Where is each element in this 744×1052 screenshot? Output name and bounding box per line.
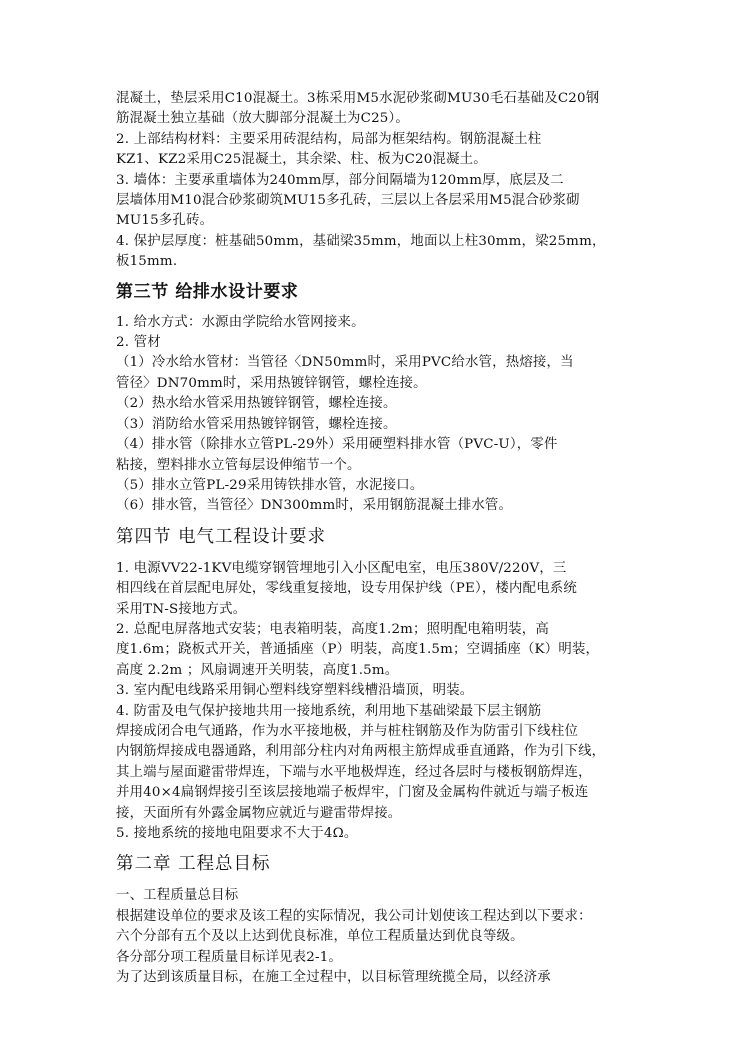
- text-line: 管径〉DN70mm时，采用热镀锌钢管，螺栓连接。: [116, 375, 427, 391]
- water-supply-section: [116, 313, 636, 517]
- text-line: 相四线在首层配电屏处，零线重复接地，设专用保护线（PE），楼内配电系统: [116, 581, 577, 597]
- text-line: 焊接成闭合电气通路，作为水平接地极，并与桩柱钢筋及作为防雷引下线柱位: [116, 723, 579, 739]
- text-line: 混凝土，垫层采用C10混凝土。3栋采用M5水泥砂浆砌MU30毛石基础及C20钢: [116, 91, 600, 106]
- document-page: [116, 89, 636, 988]
- text-line: MU15多孔砖。: [116, 213, 214, 229]
- text-line: （3）消防给水管采用热镀锌钢管，螺栓连接。: [116, 416, 397, 432]
- text-line: 并用40×4扁钢焊接引至该层接地端子板焊牢，门窗及金属构件就近与端子板连: [116, 785, 589, 801]
- text-line: 粘接，塑料排水立管每层设伸缩节一个。: [116, 457, 361, 473]
- text-line: 高度 2.2m ；风扇调速开关明装，高度1.5m。: [116, 662, 399, 678]
- text-line: 采用TN-S接地方式。: [116, 601, 247, 617]
- electrical-section: [116, 559, 636, 845]
- text-line: 为了达到该质量目标，在施工全过程中，以目标管理统揽全局，以经济承: [116, 970, 551, 986]
- text-line: KZ1、KZ2采用C25混凝土，其余梁、柱、板为C20混凝土。: [116, 152, 487, 168]
- text-line: （2）热水给水管采用热镀锌钢管，螺栓连接。: [116, 396, 397, 412]
- text-line: （6）排水管，当管径〉DN300mm时，采用钢筋混凝土排水管。: [116, 498, 513, 514]
- text-line: 内钢筋焊接成电器通路，利用部分柱内对角两根主筋焊成垂直通路，作为引下线，: [116, 744, 606, 760]
- text-line: 1. 给水方式：水源由学院给水管网接来。: [116, 314, 365, 330]
- text-line: 其上端与屋面避雷带焊连，下端与水平地极焊连，经过各层时与楼板钢筋焊连，: [116, 764, 592, 780]
- section-heading-water-supply: 第三节 给排水设计要求: [116, 281, 299, 302]
- text-line: 度1.6m；跷板式开关，普通插座（P）明装，高度1.5m；空调插座（K）明装，: [116, 642, 600, 658]
- text-line: 筋混凝土独立基础（放大脚部分混凝土为C25）。: [116, 111, 409, 127]
- text-line: 4. 防雷及电气保护接地共用一接地系统，利用地下基础梁最下层主钢筋: [116, 703, 542, 719]
- overall-goals-section: [116, 886, 636, 988]
- text-line: 2. 管材: [116, 335, 161, 351]
- chapter-heading-overall-goals: 第二章 工程总目标: [116, 854, 271, 875]
- text-line: 3. 室内配电线路采用铜心塑料线穿塑料线槽沿墙顶，明装。: [116, 683, 474, 699]
- text-line: 5. 接地系统的接地电阻要求不大于4Ω。: [116, 826, 358, 841]
- text-line: 六个分部有五个及以上达到优良标准，单位工程质量达到优良等级。: [116, 929, 524, 945]
- text-line: 层墙体用M10混合砂浆砌筑MU15多孔砖，三层以上各层采用M5混合砂浆砌: [116, 193, 580, 209]
- text-line: 板15mm.: [116, 254, 178, 270]
- text-line: （5）排水立管PL-29采用铸铁排水管，水泥接口。: [116, 477, 424, 493]
- structure-materials-block: [116, 89, 636, 273]
- section-heading-electrical: 第四节 电气工程设计要求: [116, 526, 327, 547]
- text-line: 一、工程质量总目标: [116, 888, 239, 904]
- text-line: （1）冷水给水管材：当管径〈DN50mm时，采用PVC给水管，热熔接，当: [116, 355, 574, 371]
- text-line: 2. 上部结构材料：主要采用砖混结构，局部为框架结构。钢筋混凝土柱: [116, 131, 542, 147]
- text-line: （4）排水管（除排水立管PL-29外）采用硬塑料排水管（PVC-U），零件: [116, 437, 558, 453]
- text-line: 3. 墙体：主要承重墙体为240mm厚，部分间隔墙为120mm厚，底层及二: [116, 172, 564, 188]
- text-line: 根据建设单位的要求及该工程的实际情况，我公司计划使该工程达到以下要求：: [116, 908, 592, 924]
- text-line: 4. 保护层厚度：桩基础50mm，基础梁35mm，地面以上柱30mm，梁25mm，: [116, 233, 606, 249]
- text-line: 接，天面所有外露金属物应就近与避雷带焊接。: [116, 805, 402, 821]
- text-line: 2. 总配电屏落地式安装；电表箱明装，高度1.2m；照明配电箱明装，高: [116, 621, 549, 637]
- text-line: 各分部分项工程质量目标详见表2-1。: [116, 949, 343, 965]
- text-line: 1. 电源VV22-1KV电缆穿钢管埋地引入小区配电室，电压380V/220V，三: [116, 560, 567, 576]
